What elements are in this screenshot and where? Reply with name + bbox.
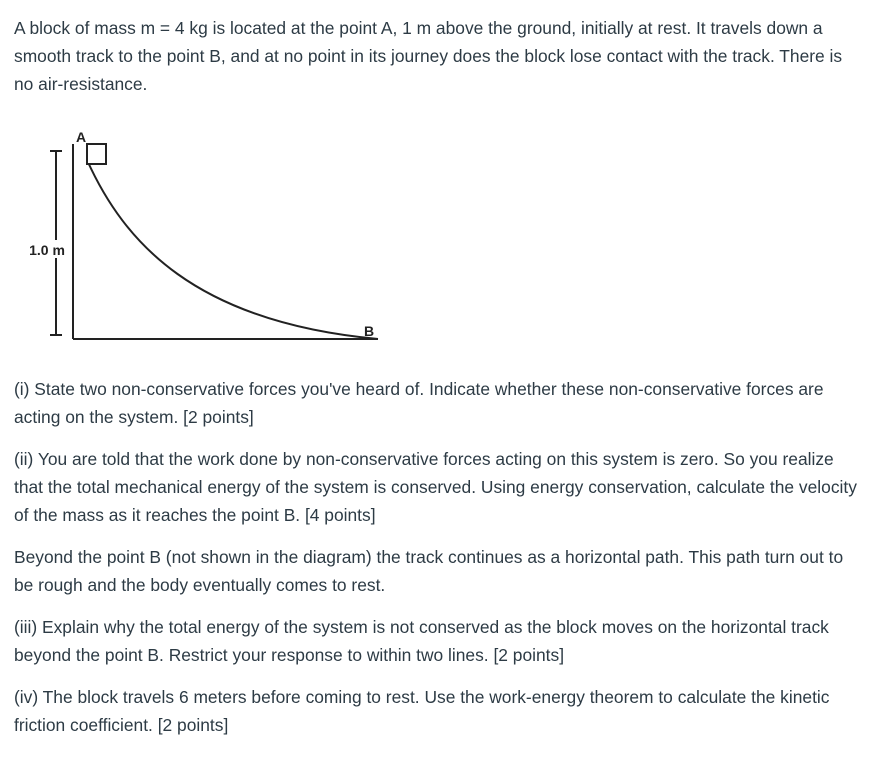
question-1: (i) State two non-conservative forces you've heard of. Indicate whether these non-conservative forces are acting on the system. [2 points] (14, 379, 824, 427)
label-a: A (75, 129, 87, 145)
context-beyond-b: Beyond the point B (not shown in the diagram) the track continues as a horizontal path. This path turn out to be rough and the body eventually comes to rest. (14, 547, 844, 595)
block (87, 144, 106, 164)
track-diagram-svg (14, 122, 414, 362)
problem-intro: A block of mass m = 4 kg is located at the point A, 1 m above the ground, initially at rest. It travels down a smooth track to the point B, and at no point in its journey does the block lose contact with the track. There is no air-resistance. (14, 18, 843, 94)
track-diagram (14, 122, 414, 362)
question-4: (iv) The block travels 6 meters before coming to rest. Use the work-energy theorem to calculate the kinetic friction coefficient. [2 points] (14, 687, 830, 735)
height-label: 1.0 m (29, 242, 65, 258)
label-b: B (363, 323, 375, 339)
curved-track (87, 160, 378, 339)
height-dimension (24, 151, 70, 335)
problem-page (14, 14, 860, 739)
question-2: (ii) You are told that the work done by non-conservative forces acting on this system is zero. So you realize that the total mechanical energy of the system is conserved. Using energy conservation, calculate the velocity of the mass as it reaches the point B. [4 points] (14, 449, 857, 525)
question-3: (iii) Explain why the total energy of the system is not conserved as the block moves on the horizontal track beyond the point B. Restrict your response to within two lines. [2 points] (14, 617, 829, 665)
